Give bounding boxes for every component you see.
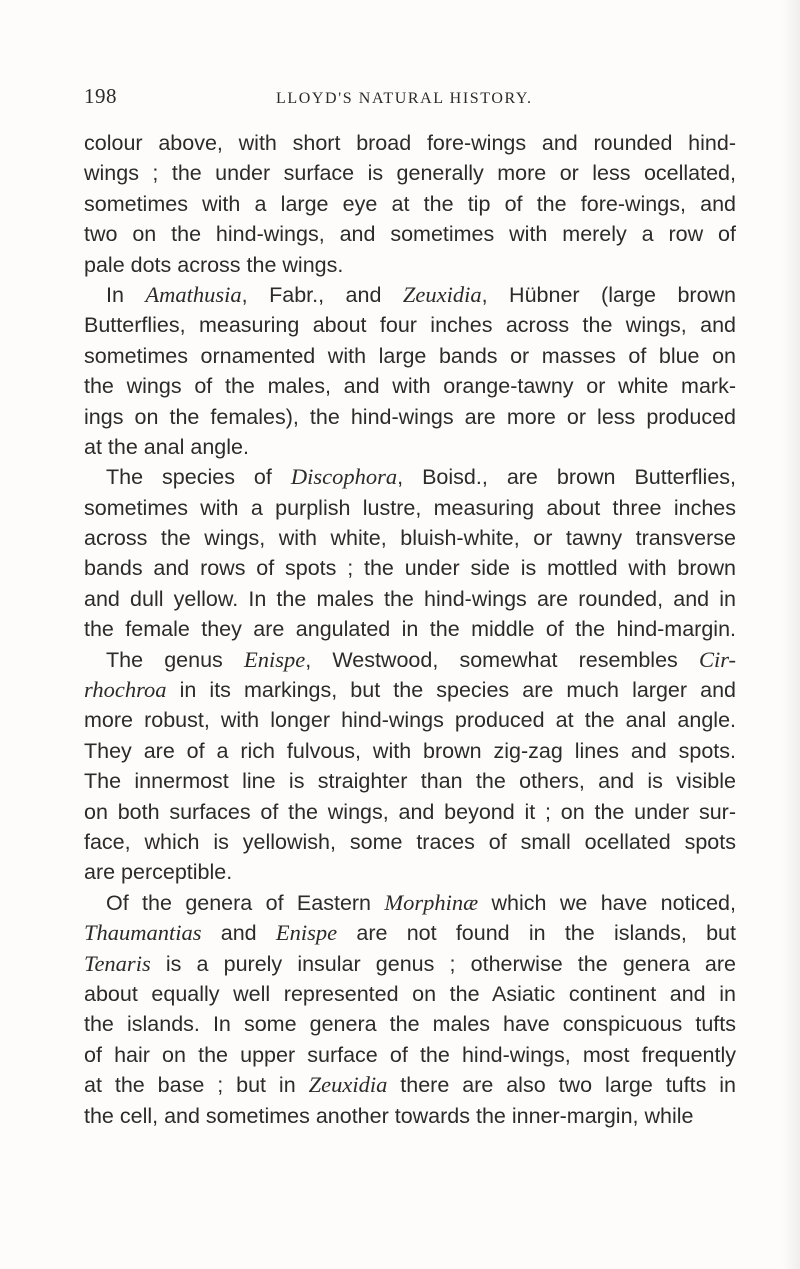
italic-genus-name: Tenaris (84, 950, 151, 976)
text-line (84, 918, 736, 948)
text-line (84, 584, 736, 614)
text-line (84, 158, 736, 188)
text-line (84, 250, 736, 280)
text-line-content (84, 1073, 736, 1097)
text-line-content: the islands. In some genera the males have conspicuous tufts (84, 1012, 736, 1037)
text-line (84, 827, 736, 857)
text-line-content: on both surfaces of the wings, and beyond it ; on the under sur- (84, 799, 736, 824)
text-run: is a purely insular genus ; otherwise the genera are (150, 951, 736, 976)
italic-genus-name: Zeuxidia (308, 1072, 388, 1098)
text-line (84, 675, 736, 705)
text-line-content: and dull yellow. In the males the hind-wings are rounded, and in (84, 586, 736, 611)
text-run: In (106, 282, 146, 307)
text-run: , Fabr., and (241, 282, 403, 307)
text-line (84, 645, 736, 675)
text-line-content: the wings of the males, and with orange-tawny or white mark- (84, 374, 736, 399)
running-head: LLOYD'S NATURAL HISTORY. (276, 90, 533, 107)
text-run: which we have noticed, (478, 890, 736, 915)
text-line-content: the female they are angulated in the middle of the hind-margin. (84, 617, 736, 642)
text-line (84, 493, 736, 523)
text-line-content: sometimes with a purplish lustre, measuring about three inches (84, 495, 736, 520)
text-run: are not found in the islands, but (337, 921, 736, 946)
text-line (84, 857, 736, 887)
text-line (84, 979, 736, 1009)
body-text (84, 128, 736, 1131)
text-line (84, 523, 736, 553)
text-run: , Hübner (large brown (481, 282, 737, 307)
text-line-content: sometimes with a large eye at the tip of the fore-wings, and (84, 191, 736, 216)
text-line (84, 462, 736, 492)
text-line-content (84, 678, 736, 702)
text-line-content: more robust, with longer hind-wings produced at the anal angle. (84, 708, 736, 733)
italic-genus-name: rhochroa (84, 677, 167, 703)
italic-genus-name: Discophora (290, 464, 398, 490)
text-line (84, 189, 736, 219)
page-edge-shadow (782, 0, 800, 1269)
text-line-content: about equally well represented on the Asiatic continent and in (84, 981, 736, 1006)
text-line-content (84, 952, 736, 976)
italic-genus-name: Enispe (243, 646, 306, 672)
text-line (84, 219, 736, 249)
text-line-content: across the wings, with white, bluish-white, or tawny transverse (84, 526, 736, 551)
italic-genus-name: Morphinæ (384, 889, 479, 915)
italic-genus-name: Zeuxidia (402, 281, 482, 307)
text-line (84, 797, 736, 827)
text-run: The genus (106, 647, 244, 672)
text-line-content: ings on the females), the hind-wings are more or less produced (84, 404, 736, 429)
text-line (84, 371, 736, 401)
text-line (84, 402, 736, 432)
text-line (84, 1070, 736, 1100)
italic-genus-name: Amathusia (145, 281, 242, 307)
text-line-content: are perceptible. (84, 860, 233, 885)
text-line-content: at the anal angle. (84, 434, 249, 459)
text-line (84, 310, 736, 340)
text-line (84, 1101, 736, 1131)
text-line (84, 736, 736, 766)
text-line (84, 341, 736, 371)
text-line (84, 280, 736, 310)
text-run: at the base ; but in (84, 1073, 309, 1098)
text-line-content: sometimes ornamented with large bands or masses of blue on (84, 343, 736, 368)
italic-genus-name: Enispe (275, 920, 338, 946)
text-line-content: face, which is yellowish, some traces of small ocellated spots (84, 829, 736, 854)
text-line-content: of hair on the upper surface of the hind-wings, most frequently (84, 1042, 736, 1067)
text-line (84, 705, 736, 735)
italic-genus-name: Thaumantias (84, 920, 202, 946)
text-line-content: Butterflies, measuring about four inches across the wings, and (84, 313, 736, 338)
text-line (84, 432, 736, 462)
text-line (84, 949, 736, 979)
text-run: and (201, 921, 276, 946)
text-line (84, 128, 736, 158)
text-run: in its markings, but the species are much larger and (166, 678, 736, 703)
text-run: , Westwood, somewhat resembles (305, 647, 699, 672)
text-line-content: They are of a rich fulvous, with brown zig-zag lines and spots. (84, 738, 736, 763)
text-line-content: the cell, and sometimes another towards the inner-margin, while (84, 1103, 694, 1128)
text-line-content (84, 921, 736, 945)
text-line-content: The innermost line is straighter than the others, and is visible (84, 769, 736, 794)
text-line (84, 1009, 736, 1039)
text-run: , Boisd., are brown Butterflies, (397, 465, 737, 490)
text-line (84, 553, 736, 583)
italic-genus-name: Cir- (698, 646, 736, 672)
text-line-content (106, 648, 736, 672)
text-line-content (106, 891, 736, 915)
text-line-content: bands and rows of spots ; the under side is mottled with brown (84, 556, 736, 581)
text-line-content (106, 283, 736, 307)
text-line-content: two on the hind-wings, and sometimes with merely a row of (84, 222, 736, 247)
text-line-content: wings ; the under surface is generally more or less ocellated, (84, 161, 736, 186)
text-run: Of the genera of Eastern (106, 890, 385, 915)
text-line-content: colour above, with short broad fore-wings and rounded hind- (84, 131, 736, 155)
text-line (84, 1040, 736, 1070)
page-number: 198 (84, 84, 117, 108)
text-run: there are also two large tufts in (387, 1073, 736, 1098)
text-line-content: pale dots across the wings. (84, 252, 344, 277)
text-line (84, 614, 736, 644)
page-header (0, 84, 800, 114)
text-run: The species of (106, 465, 291, 490)
text-line (84, 766, 736, 796)
text-line (84, 888, 736, 918)
text-line-content (106, 465, 736, 489)
